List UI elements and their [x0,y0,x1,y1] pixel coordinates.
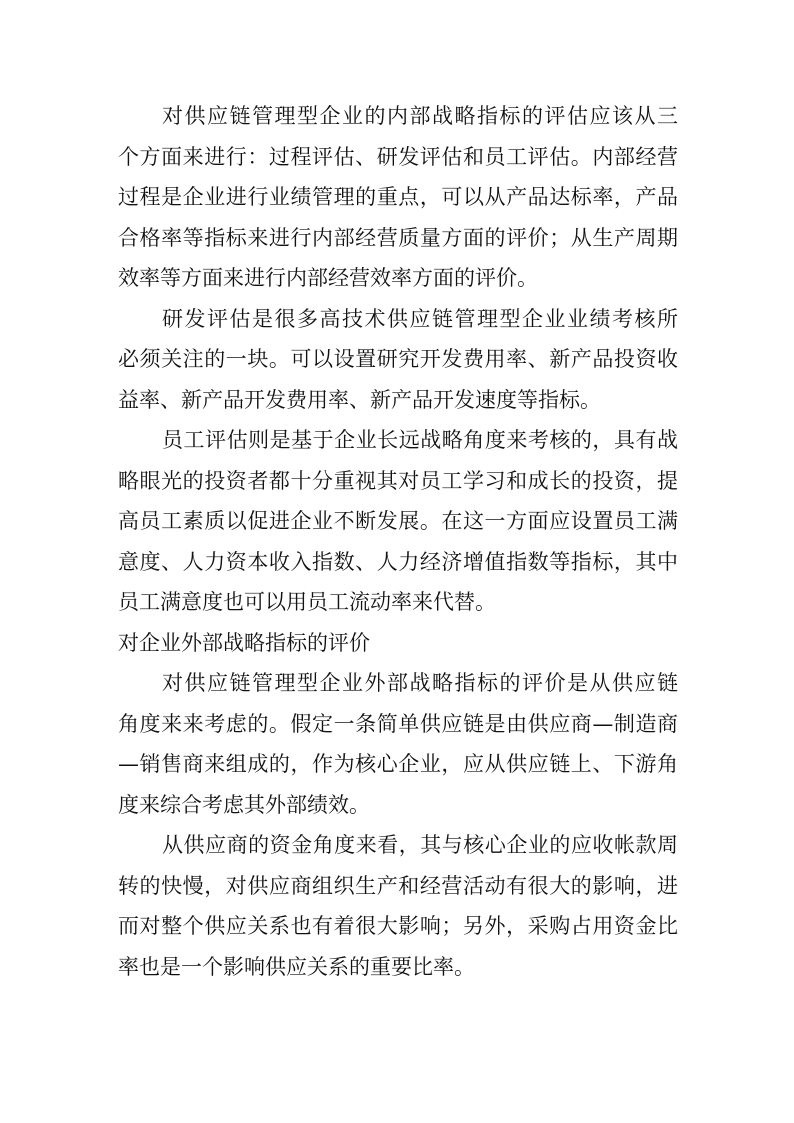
text-line: 度来综合考虑其外部绩效。 [118,792,370,817]
text-line: 率也是一个影响供应关系的重要比率。 [118,954,475,979]
text-line: 过程是企业进行业绩管理的重点，可以从产品达标率，产品 [118,185,678,209]
document-body [118,96,678,987]
text-line: 合格率等指标来进行内部经营质量方面的评价；从生产周期 [118,225,678,250]
text-line: 益率、新产品开发费用率、新产品开发速度等指标。 [118,387,601,412]
section-heading: 对企业外部战略指标的评价 [118,630,370,655]
text-line: —销售商来组成的，作为核心企业，应从供应链上、下游角 [118,752,678,776]
text-line: 对供应链管理型企业外部战略指标的评价是从供应链 [162,671,678,695]
text-line: 略眼光的投资者都十分重视其对员工学习和成长的投资，提 [118,468,678,493]
text-line: 效率等方面来进行内部经营效率方面的评价。 [118,266,538,290]
text-line: 个方面来进行：过程评估、研发评估和员工评估。内部经营 [118,144,678,169]
text-line: 高员工素质以促进企业不断发展。在这一方面应设置员工满 [118,509,678,533]
text-line: 研发评估是很多高技术供应链管理型企业业绩考核所 [162,306,678,331]
text-line: 从供应商的资金角度来看，其与核心企业的应收帐款周 [162,833,678,857]
text-line: 角度来来考虑的。假定一条简单供应链是由供应商—制造商 [118,711,678,736]
text-line: 员工评估则是基于企业长远战略角度来考核的，具有战 [162,428,678,452]
text-line: 对供应链管理型企业的内部战略指标的评估应该从三 [162,104,678,128]
text-line: 转的快慢，对供应商组织生产和经营活动有很大的影响，进 [118,873,678,898]
text-line: 意度、人力资本收入指数、人力经济增值指数等指标，其中 [118,549,678,574]
text-line: 而对整个供应关系也有着很大影响；另外，采购占用资金比 [118,914,678,938]
text-line: 员工满意度也可以用员工流动率来代替。 [118,590,496,614]
text-line: 必须关注的一块。可以设置研究开发费用率、新产品投资收 [118,347,678,371]
